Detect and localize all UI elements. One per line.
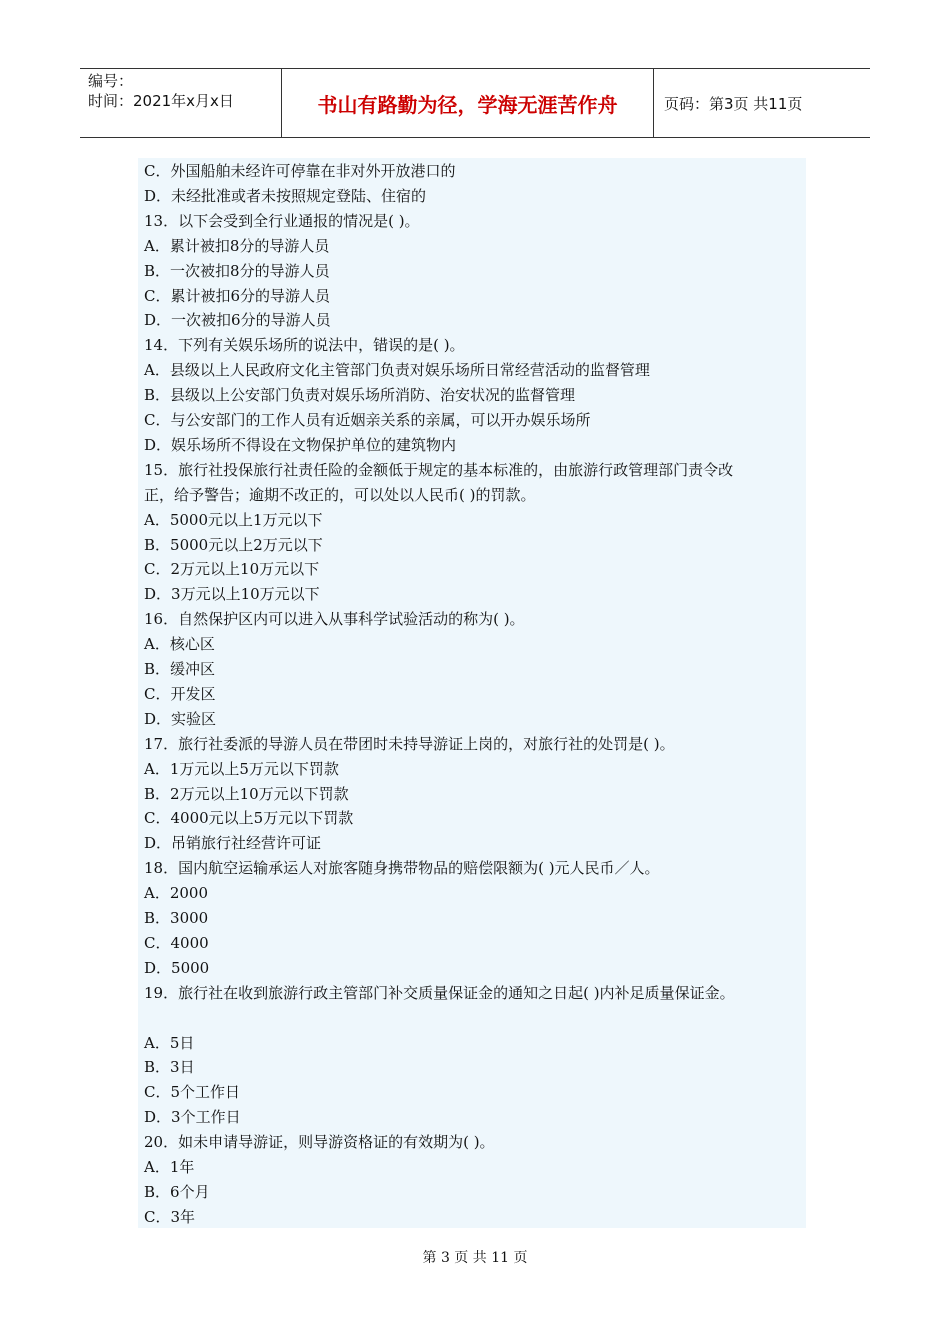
header-motto: 书山有路勤为径，学海无涯苦作舟 <box>282 69 654 137</box>
question-line: A．1万元以上5万元以下罚款 <box>144 759 339 778</box>
question-line: 正，给予警告；逾期不改正的，可以处以人民币( )的罚款。 <box>144 485 536 504</box>
page-header <box>80 68 870 138</box>
header-meta <box>80 69 282 137</box>
question-line: D．一次被扣6分的导游人员 <box>144 311 331 330</box>
question-line: C．2万元以上10万元以下 <box>144 560 320 579</box>
document-number-label: 编号： <box>88 72 134 90</box>
question-line: B．3000 <box>144 909 209 927</box>
question-line: 19．旅行社在收到旅游行政主管部门补交质量保证金的通知之日起( )内补足质量保证金。 <box>144 983 735 1002</box>
question-line: D．吊销旅行社经营许可证 <box>144 834 322 853</box>
question-content <box>138 158 806 1228</box>
question-line: 20．如未申请导游证，则导游资格证的有效期为( )。 <box>144 1133 495 1152</box>
question-line: B．6个月 <box>144 1182 210 1201</box>
question-line: A．核心区 <box>144 635 215 654</box>
question-line: 13．以下会受到全行业通报的情况是( )。 <box>144 211 420 230</box>
question-line: C．5个工作日 <box>144 1083 241 1102</box>
question-line: C．3年 <box>144 1207 196 1226</box>
question-line: B．3日 <box>144 1058 195 1077</box>
question-line: 16．自然保护区内可以进入从事科学试验活动的称为( )。 <box>144 610 525 629</box>
question-line: 14．下列有关娱乐场所的说法中，错误的是( )。 <box>144 336 465 355</box>
question-line: D．3个工作日 <box>144 1108 241 1127</box>
question-line: A．5日 <box>144 1033 195 1052</box>
question-line: A．5000元以上1万元以下 <box>144 510 323 529</box>
question-line: C．4000元以上5万元以下罚款 <box>144 809 354 828</box>
question-line: B．缓冲区 <box>144 660 216 678</box>
question-line: A．累计被扣8分的导游人员 <box>144 236 330 255</box>
question-line: 18．国内航空运输承运人对旅客随身携带物品的赔偿限额为( )元人民币／人。 <box>144 859 660 878</box>
question-line: D．未经批准或者未按照规定登陆、住宿的 <box>144 186 427 205</box>
question-line: C．开发区 <box>144 684 216 703</box>
question-line: D．5000 <box>144 958 210 977</box>
question-line: B．2万元以上10万元以下罚款 <box>144 784 349 803</box>
question-line: B．5000元以上2万元以下 <box>144 535 323 554</box>
question-line: 15．旅行社投保旅行社责任险的金额低于规定的基本标准的，由旅游行政管理部门责令改 <box>144 460 734 479</box>
question-line: B．一次被扣8分的导游人员 <box>144 261 330 280</box>
question-line: C．4000 <box>144 933 209 952</box>
question-line: B．县级以上公安部门负责对娱乐场所消防、治安状况的监督管理 <box>144 386 576 405</box>
question-line: A．县级以上人民政府文化主管部门负责对娱乐场所日常经营活动的监督管理 <box>144 361 650 380</box>
question-line: C．累计被扣6分的导游人员 <box>144 286 331 305</box>
document-date: 时间：2021年x月x日 <box>88 92 234 110</box>
question-line: 17．旅行社委派的导游人员在带团时未持导游证上岗的，对旅行社的处罚是( )。 <box>144 734 675 753</box>
header-page-info: 页码：第3页 共11页 <box>664 94 803 113</box>
question-line: A．2000 <box>144 884 209 903</box>
question-line: D．实验区 <box>144 709 217 728</box>
question-line: D．3万元以上10万元以下 <box>144 585 320 604</box>
question-line: A．1年 <box>144 1158 195 1176</box>
question-line: D．娱乐场所不得设在文物保护单位的建筑物内 <box>144 435 457 454</box>
question-line: C．与公安部门的工作人员有近姻亲关系的亲属，可以开办娱乐场所 <box>144 411 591 429</box>
question-line: C．外国船舶未经许可停靠在非对外开放港口的 <box>144 162 456 180</box>
page-footer: 第 3 页 共 11 页 <box>422 1250 528 1266</box>
